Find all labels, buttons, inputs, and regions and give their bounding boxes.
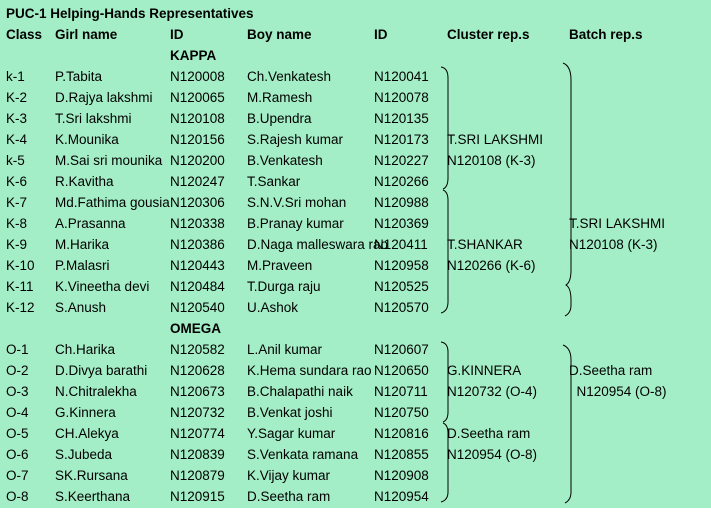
row-girl-id: N120200 <box>170 153 225 168</box>
row-boy-name: B.Venkat joshi <box>247 405 333 420</box>
row-boy-name: B.Upendra <box>247 111 312 126</box>
row-girl-id: N120774 <box>170 426 225 441</box>
row-class: K-9 <box>6 237 28 252</box>
row-girl-id: N120879 <box>170 468 225 483</box>
row-boy-id: N120711 <box>374 384 428 399</box>
row-girl-name: P.Tabita <box>55 69 103 84</box>
row-girl-name: CH.Alekya <box>55 426 119 441</box>
row-boy-id: N120908 <box>374 468 429 483</box>
row-boy-id: N120954 <box>374 489 429 504</box>
row-boy-name: S.Venkata ramana <box>247 447 359 462</box>
batch-rep-1-id: N120108 (K-3) <box>569 237 658 252</box>
row-girl-id: N120108 <box>170 111 225 126</box>
row-class: K-11 <box>6 279 34 294</box>
batch-rep-1-name: T.SRI LAKSHMI <box>569 216 666 231</box>
row-boy-id: N120227 <box>374 153 429 168</box>
header-class: Class <box>6 27 43 42</box>
section-omega: OMEGA <box>170 321 222 336</box>
row-girl-name: K.Mounika <box>55 132 119 147</box>
batch-rep-2-name: D.Seetha ram <box>569 363 653 378</box>
row-class: K-2 <box>6 90 28 105</box>
row-girl-name: SK.Rursana <box>55 468 128 483</box>
row-boy-name: Ch.Venkatesh <box>247 69 332 84</box>
row-boy-name: U.Ashok <box>247 300 299 315</box>
sheet-title: PUC-1 Helping-Hands Representatives <box>6 6 254 21</box>
row-class: O-7 <box>6 468 29 483</box>
row-boy-name: D.Naga malleswara rao <box>247 237 389 252</box>
header-cluster-reps: Cluster rep.s <box>447 27 530 42</box>
row-boy-id: N120650 <box>374 363 429 378</box>
row-girl-id: N120915 <box>170 489 225 504</box>
row-girl-name: K.Vineetha devi <box>55 279 150 294</box>
row-boy-id: N120173 <box>374 132 429 147</box>
row-boy-name: D.Seetha ram <box>247 489 331 504</box>
row-boy-name: M.Ramesh <box>247 90 313 105</box>
row-boy-name: B.Pranay kumar <box>247 216 344 231</box>
row-class: O-5 <box>6 426 29 441</box>
row-boy-id: N120411 <box>374 237 428 252</box>
row-girl-id: N120443 <box>170 258 225 273</box>
row-boy-name: M.Praveen <box>247 258 313 273</box>
row-boy-name: T.Sankar <box>247 174 301 189</box>
row-girl-id: N120732 <box>170 405 225 420</box>
row-girl-name: G.Kinnera <box>55 405 116 420</box>
row-boy-id: N120570 <box>374 300 429 315</box>
row-girl-name: M.Harika <box>55 237 110 252</box>
row-class: k-1 <box>6 69 25 84</box>
row-girl-name: D.Divya barathi <box>55 363 148 378</box>
section-kappa: KAPPA <box>170 48 217 63</box>
row-girl-id: N120386 <box>170 237 225 252</box>
row-class: K-8 <box>6 216 28 231</box>
row-boy-name: Y.Sagar kumar <box>247 426 336 441</box>
row-girl-name: S.Keerthana <box>55 489 131 504</box>
row-boy-id: N120369 <box>374 216 429 231</box>
row-class: K-4 <box>6 132 28 147</box>
header-boy-id: ID <box>374 27 388 42</box>
row-girl-name: S.Jubeda <box>55 447 113 462</box>
row-girl-id: N120065 <box>170 90 225 105</box>
cluster-rep-1-name: T.SRI LAKSHMI <box>447 132 544 147</box>
row-boy-id: N120266 <box>374 174 429 189</box>
row-boy-name: S.Rajesh kumar <box>247 132 344 147</box>
row-boy-id: N120078 <box>374 90 429 105</box>
row-boy-id: N120958 <box>374 258 429 273</box>
row-class: O-6 <box>6 447 29 462</box>
row-boy-name: T.Durga raju <box>247 279 321 294</box>
row-class: O-8 <box>6 489 29 504</box>
row-class: K-6 <box>6 174 28 189</box>
row-boy-id: N120855 <box>374 447 429 462</box>
row-girl-id: N120306 <box>170 195 225 210</box>
row-boy-name: B.Chalapathi naik <box>247 384 353 399</box>
row-boy-id: N120525 <box>374 279 429 294</box>
row-boy-name: K.Vijay kumar <box>247 468 331 483</box>
row-boy-id: N120041 <box>374 69 429 84</box>
cluster-rep-4-name: D.Seetha ram <box>447 426 531 441</box>
header-girl-id: ID <box>170 27 184 42</box>
row-boy-id: N120750 <box>374 405 429 420</box>
cluster-rep-4-id: N120954 (O-8) <box>447 447 538 462</box>
row-girl-id: N120673 <box>170 384 225 399</box>
row-class: O-2 <box>6 363 29 378</box>
bottom-strip <box>0 508 711 513</box>
row-girl-id: N120582 <box>170 342 225 357</box>
row-girl-id: N120156 <box>170 132 225 147</box>
row-girl-name: D.Rajya lakshmi <box>55 90 153 105</box>
row-girl-name: A.Prasanna <box>55 216 126 231</box>
header-girl-name: Girl name <box>55 27 118 42</box>
row-girl-id: N120484 <box>170 279 225 294</box>
cluster-rep-2-id: N120266 (K-6) <box>447 258 536 273</box>
row-class: O-1 <box>6 342 29 357</box>
row-boy-name: K.Hema sundara rao <box>247 363 372 378</box>
row-girl-name: R.Kavitha <box>55 174 114 189</box>
row-class: K-3 <box>6 111 28 126</box>
row-girl-name: N.Chitralekha <box>55 384 137 399</box>
cluster-rep-2-name: T.SHANKAR <box>447 237 523 252</box>
row-girl-id: N120540 <box>170 300 225 315</box>
row-girl-id: N120008 <box>170 69 225 84</box>
row-girl-name: Ch.Harika <box>55 342 116 357</box>
row-class: K-7 <box>6 195 28 210</box>
cluster-rep-3-id: N120732 (O-4) <box>447 384 538 399</box>
header-batch-reps: Batch rep.s <box>569 27 643 42</box>
row-girl-id: N120839 <box>170 447 225 462</box>
row-girl-name: M.Sai sri mounika <box>55 153 163 168</box>
row-class: K-12 <box>6 300 35 315</box>
row-girl-id: N120247 <box>170 174 225 189</box>
cluster-rep-3-name: G.KINNERA <box>447 363 522 378</box>
row-boy-id: N120816 <box>374 426 429 441</box>
batch-rep-2-id: N120954 (O-8) <box>569 384 667 399</box>
row-girl-id: N120628 <box>170 363 225 378</box>
row-boy-name: B.Venkatesh <box>247 153 323 168</box>
cluster-rep-1-id: N120108 (K-3) <box>447 153 536 168</box>
row-boy-id: N120607 <box>374 342 429 357</box>
row-girl-name: S.Anush <box>55 300 107 315</box>
batch-bracket-kappa <box>563 63 571 316</box>
row-class: O-3 <box>6 384 29 399</box>
row-girl-name: T.Sri lakshmi <box>55 111 132 126</box>
row-girl-name: Md.Fathima gousia <box>55 195 170 210</box>
row-boy-id: N120135 <box>374 111 429 126</box>
row-boy-id: N120988 <box>374 195 429 210</box>
row-girl-id: N120338 <box>170 216 225 231</box>
row-boy-name: L.Anil kumar <box>247 342 323 357</box>
row-class: K-10 <box>6 258 35 273</box>
row-boy-name: S.N.V.Sri mohan <box>247 195 347 210</box>
row-class: k-5 <box>6 153 25 168</box>
header-boy-name: Boy name <box>247 27 312 42</box>
row-class: O-4 <box>6 405 29 420</box>
row-girl-name: P.Malasri <box>55 258 110 273</box>
